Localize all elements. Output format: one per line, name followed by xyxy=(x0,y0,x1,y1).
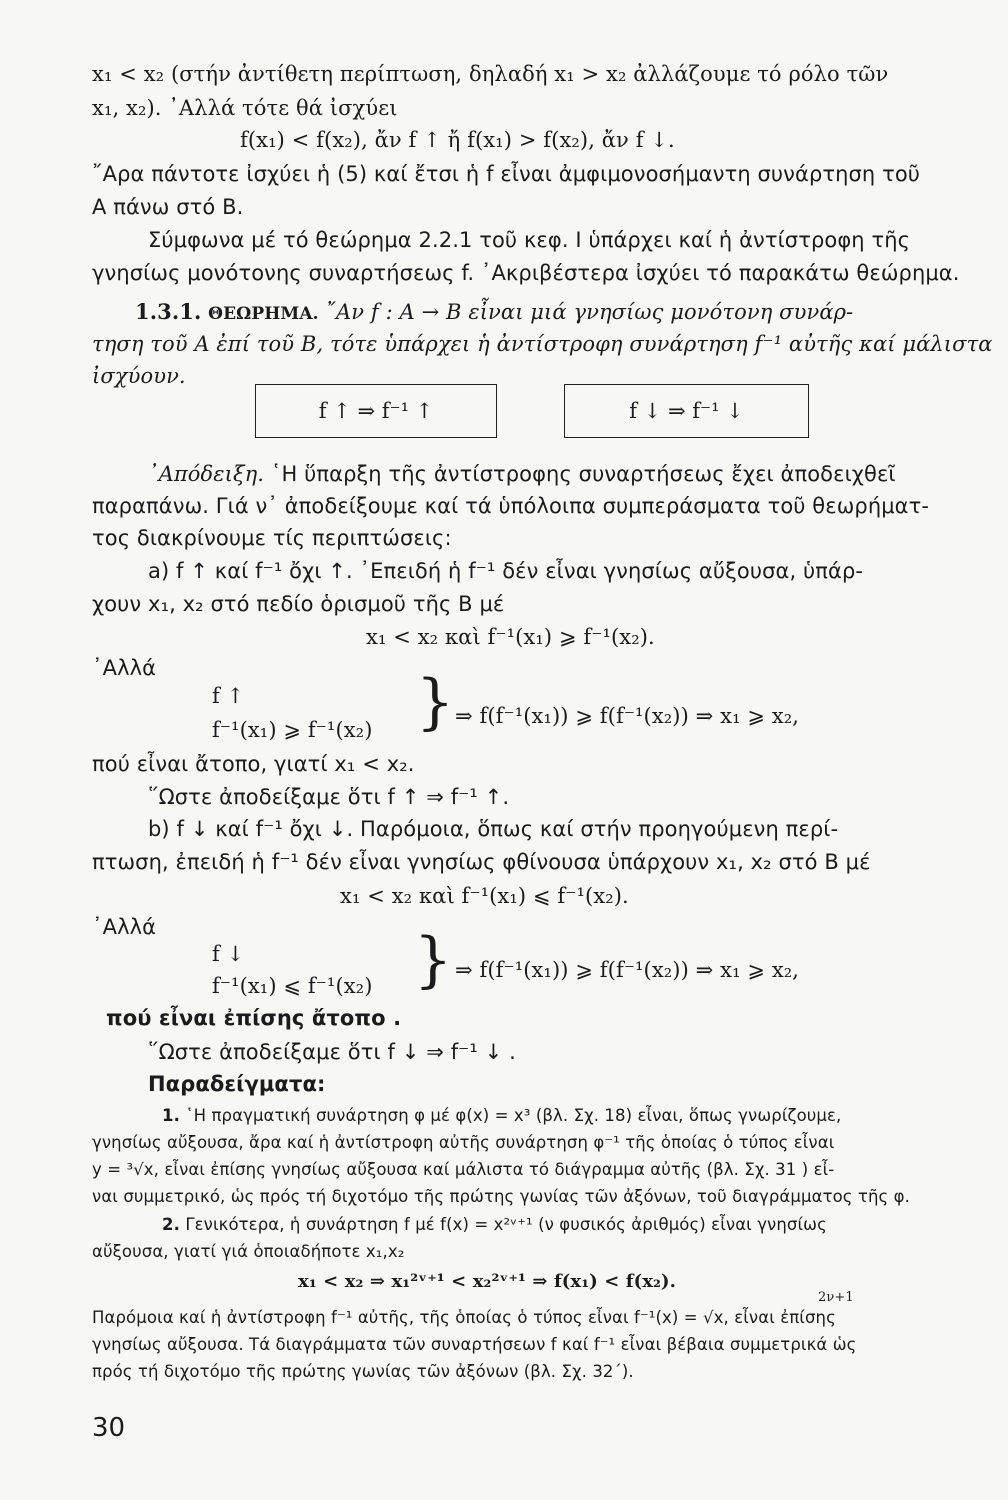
example-line: γνησίως αὔξουσα, ἄρα καί ἡ ἀντίστροφη αὐτῆς συνάρτηση φ⁻¹ τῆς ὁποίας ὁ τύπος εἶναι xyxy=(92,1133,835,1152)
theorem-box-decreasing xyxy=(564,384,809,438)
formula-line: f ↓ xyxy=(212,942,245,966)
example-text: Γενικότερα, ἡ συνάρτηση f μέ f(x) = x²ᵛ⁺¹ (ν φυσικός ἀριθμός) εἶναι γνησίως xyxy=(185,1215,827,1234)
case-b-line: πτωση, ἐπειδή ἡ f⁻¹ δέν εἶναι γνησίως φθίνουσα ὑπάρχουν x₁, x₂ στό B μέ xyxy=(92,850,871,874)
example-line xyxy=(162,1213,827,1237)
example-line: αὔξουσα, γιατί γιά ὁποιαδήποτε x₁,x₂ xyxy=(92,1242,405,1261)
formula-line: ⇒ f(f⁻¹(x₁)) ⩾ f(f⁻¹(x₂)) ⇒ x₁ ⩾ x₂, xyxy=(455,704,800,728)
page-number: 30 xyxy=(92,1413,126,1443)
example-line: πρός τή διχοτόμο τῆς πρώτης γωνίας τῶν ἀξόνων (βλ. Σχ. 32΄). xyxy=(92,1362,634,1381)
theorem-box-text: f ↑ ⇒ f⁻¹ ↑ xyxy=(318,399,434,423)
formula-line: f(x₁) < f(x₂), ἄν f ↑ ἤ f(x₁) > f(x₂), ἄν f ↓. xyxy=(240,128,675,152)
example-number: 2. xyxy=(162,1215,180,1234)
brace-symbol: } xyxy=(414,925,453,995)
theorem-heading: ΘΕΩΡΗΜΑ. xyxy=(208,304,319,324)
example-line: Παρόμοια καί ἡ ἀντίστροφη f⁻¹ αὐτῆς, τῆς ὁποίας ὁ τύπος εἶναι f⁻¹(x) = √x, εἶναι ἐπίσης xyxy=(92,1308,836,1327)
formula-line: f ↑ xyxy=(212,684,245,708)
theorem-text: ῎Αν f : A → B εἶναι μιά γνησίως μονότονη συνάρ- xyxy=(325,300,854,324)
example-line: y = ³√x, εἶναι ἐπίσης γνησίως αὔξουσα καί μάλιστα τό διάγραμμα αὐτῆς (βλ. Σχ. 31 ) εἶ- xyxy=(92,1160,835,1179)
theorem-line xyxy=(135,298,853,328)
example-line: ναι συμμετρικό, ὡς πρός τή διχοτόμο τῆς πρώτης γωνίας τῶν ἀξόνων, τοῦ διαγράμματος τῆς φ. xyxy=(92,1187,910,1206)
case-a-line: a) f ↑ καί f⁻¹ ὄχι ↑. ᾿Επειδή ἡ f⁻¹ δέν εἶναι γνησίως αὔξουσα, ὑπάρ- xyxy=(148,559,864,583)
formula-line: x₁ < x₂ καὶ f⁻¹(x₁) ⩽ f⁻¹(x₂). xyxy=(340,884,629,908)
example-number: 1. xyxy=(162,1106,180,1125)
text-line: ῞Ωστε ἀποδείξαμε ὅτι f ↑ ⇒ f⁻¹ ↑. xyxy=(148,785,510,809)
text-line: πού εἶναι ἐπίσης ἄτοπο . xyxy=(106,1006,402,1030)
examples-heading: Παραδείγματα: xyxy=(148,1072,326,1096)
proof-line xyxy=(148,460,896,488)
text-line: πού εἶναι ἄτοπο, γιατί x₁ < x₂. xyxy=(92,752,415,776)
case-b-line: b) f ↓ καί f⁻¹ ὄχι ↓. Παρόμοια, ὅπως καί στήν προηγούμενη περί- xyxy=(148,817,839,841)
formula-line: f⁻¹(x₁) ⩽ f⁻¹(x₂) xyxy=(212,974,373,998)
formula-line: f⁻¹(x₁) ⩾ f⁻¹(x₂) xyxy=(212,718,373,742)
theorem-box-increasing xyxy=(255,384,497,438)
formula-line: ⇒ f(f⁻¹(x₁)) ⩾ f(f⁻¹(x₂)) ⇒ x₁ ⩾ x₂, xyxy=(455,958,800,982)
example-line: γνησίως αὔξουσα. Τά διαγράμματα τῶν συναρτήσεων f καί f⁻¹ εἶναι βέβαια συμμετρικά ὡς xyxy=(92,1335,857,1354)
brace-symbol: } xyxy=(416,667,455,737)
text-line: ῞Ωστε ἀποδείξαμε ὅτι f ↓ ⇒ f⁻¹ ↓ . xyxy=(148,1040,516,1064)
proof-label: ᾿Απόδειξη. xyxy=(148,462,265,486)
root-index: 2ν+1 xyxy=(818,1290,854,1305)
theorem-text: ἰσχύουν. xyxy=(92,364,186,388)
case-a-line: χουν x₁, x₂ στό πεδίο ὁρισμοῦ τῆς B μέ xyxy=(92,592,505,616)
proof-line: παραπάνω. Γιά ν᾿ ἀποδείξουμε καί τά ὑπόλοιπα συμπεράσματα τοῦ θεωρήματ- xyxy=(92,494,930,518)
text-line: x₁, x₂). ᾿Αλλά τότε θά ἰσχύει xyxy=(92,96,398,120)
proof-line: τος διακρίνουμε τίς περιπτώσεις: xyxy=(92,526,452,550)
text-line: γνησίως μονότονης συναρτήσεως f. ᾿Ακριβέστερα ἰσχύει τό παρακάτω θεώρημα. xyxy=(92,261,960,285)
text-line: x₁ < x₂ (στήν ἀντίθετη περίπτωση, δηλαδή x₁ > x₂ ἀλλάζουμε τό ρόλο τῶν xyxy=(92,62,889,86)
example-line xyxy=(162,1104,841,1128)
theorem-text: τηση τοῦ A ἐπί τοῦ B, τότε ὑπάρχει ἡ ἀντίστροφη συνάρτηση f⁻¹ αὐτῆς καί μάλιστα xyxy=(92,332,993,356)
text-line: ῎Αρα πάντοτε ἰσχύει ἡ (5) καί ἔτσι ἡ f εἶναι ἀμφιμονοσήμαντη συνάρτηση τοῦ xyxy=(92,162,921,186)
theorem-box-text: f ↓ ⇒ f⁻¹ ↓ xyxy=(629,399,744,423)
text-line: ᾿Αλλά xyxy=(92,915,157,939)
text-line: ᾿Αλλά xyxy=(92,656,157,680)
text-line: Σύμφωνα μέ τό θεώρημα 2.2.1 τοῦ κεφ. I ὑπάρχει καί ἡ ἀντίστροφη τῆς xyxy=(148,228,911,252)
formula-line: x₁ < x₂ καὶ f⁻¹(x₁) ⩾ f⁻¹(x₂). xyxy=(366,625,655,649)
theorem-number: 1.3.1. xyxy=(135,299,202,324)
example-text: ῾Η πραγματική συνάρτηση φ μέ φ(x) = x³ (βλ. Σχ. 18) εἶναι, ὅπως γνωρίζουμε, xyxy=(185,1106,842,1125)
proof-text: ῾Η ὕπαρξη τῆς ἀντίστροφης συναρτήσεως ἔχει ἀποδειχθεῖ xyxy=(264,462,896,486)
formula-line: x₁ < x₂ ⇒ x₁²ᵛ⁺¹ < x₂²ᵛ⁺¹ ⇒ f(x₁) < f(x₂). xyxy=(298,1271,677,1292)
text-line: A πάνω στό B. xyxy=(92,195,244,219)
